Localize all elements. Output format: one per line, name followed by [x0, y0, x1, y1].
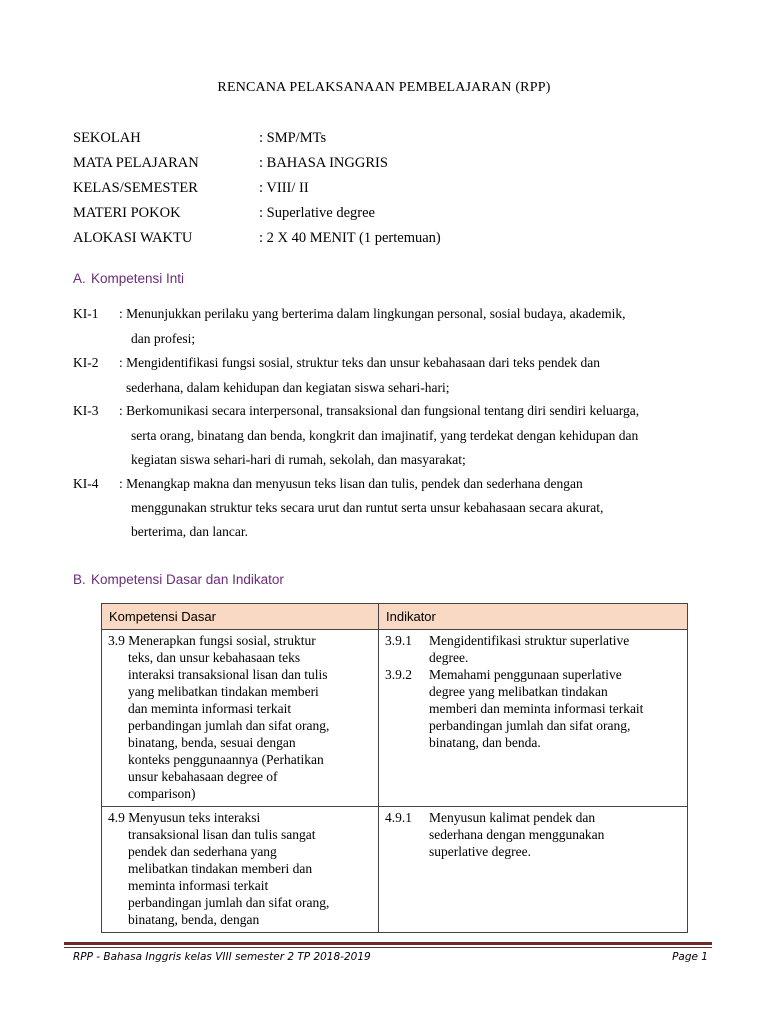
document-title: RENCANA PELAKSANAAN PEMBELAJARAN (RPP): [217, 80, 551, 95]
info-value: : 2 X 40 MENIT (1 pertemuan): [259, 230, 441, 246]
info-value: : Superlative degree: [259, 205, 375, 221]
ki-code: KI-1: [73, 306, 99, 321]
section-a-heading: [73, 271, 184, 286]
header-indikator: Indikator: [379, 604, 688, 630]
info-row-alokasi-waktu: [73, 230, 673, 250]
indicator-cell: [379, 630, 688, 807]
indicator-line: Mengidentifikasi struktur superlative: [429, 633, 630, 648]
info-row-kelas-semester: [73, 180, 673, 200]
indicator-line: memberi dan meminta informasi terkait: [429, 701, 644, 716]
kd-line: comparison): [128, 786, 196, 801]
table-row: [102, 630, 688, 807]
section-title: Kompetensi Inti: [91, 271, 185, 286]
footer-divider-thick: [64, 942, 712, 945]
section-number: A.: [73, 271, 86, 286]
kompetensi-table: [101, 603, 688, 933]
footer-document-info: RPP - Bahasa Inggris kelas VIII semester 2 TP 2018-2019: [73, 951, 371, 963]
kd-line: unsur kebahasaan degree of: [128, 769, 278, 784]
ki-text-continued: serta orang, binatang dan benda, kongkrit dan imajinatif, yang terdekat dengan kehidupan dan: [131, 428, 639, 443]
section-b-heading: [73, 572, 284, 587]
ki-code: KI-4: [73, 476, 99, 491]
indicator-line: degree yang melibatkan tindakan: [429, 684, 608, 699]
indicator-line: Menyusun kalimat pendek dan: [429, 810, 596, 825]
kd-line: konteks penggunaannya (Perhatikan: [128, 752, 324, 767]
section-title: Kompetensi Dasar dan Indikator: [91, 572, 284, 587]
info-label: KELAS/SEMESTER: [73, 180, 198, 196]
info-row-sekolah: [73, 130, 673, 150]
section-number: B.: [73, 572, 86, 587]
kd-line: transaksional lisan dan tulis sangat: [128, 827, 316, 842]
kd-line: perbandingan jumlah dan sifat orang,: [128, 718, 330, 733]
indicator-line: degree.: [429, 650, 469, 665]
kd-cell: [102, 807, 379, 933]
info-row-materi-pokok: [73, 205, 673, 225]
indicator-line: sederhana dengan menggunakan: [429, 827, 605, 842]
info-row-mata-pelajaran: [73, 155, 673, 175]
kd-line: 3.9 Menerapkan fungsi sosial, struktur: [108, 633, 316, 648]
ki-text: : Berkomunikasi secara interpersonal, transaksional dan fungsional tentang diri sendiri keluarga,: [119, 403, 640, 418]
indicator-number: 3.9.2: [385, 667, 412, 682]
info-label: MATA PELAJARAN: [73, 155, 199, 171]
indicator-item: [385, 809, 681, 860]
indicator-line: Memahami penggunaan superlative: [429, 667, 622, 682]
table-header-row: [102, 604, 688, 630]
ki-code: KI-3: [73, 403, 99, 418]
info-value: : VIII/ II: [259, 180, 309, 196]
kd-line: teks, dan unsur kebahasaan teks: [128, 650, 301, 665]
info-label: ALOKASI WAKTU: [73, 230, 193, 246]
footer-page-number: Page 1: [672, 951, 708, 963]
indicator-line: perbandingan jumlah dan sifat orang,: [429, 718, 631, 733]
kd-line: binatang, benda, sesuai dengan: [128, 735, 296, 750]
ki-text-continued: dan profesi;: [131, 331, 196, 346]
ki-text-continued: kegiatan siswa sehari-hari di rumah, sekolah, dan masyarakat;: [131, 452, 466, 467]
info-label: MATERI POKOK: [73, 205, 181, 221]
indicator-line: superlative degree.: [429, 844, 531, 859]
kd-line: meminta informasi terkait: [128, 878, 269, 893]
kd-line: pendek dan sederhana yang: [128, 844, 277, 859]
kd-line: 4.9 Menyusun teks interaksi: [108, 810, 261, 825]
kd-line: dan meminta informasi terkait: [128, 701, 292, 716]
kd-line: interaksi transaksional lisan dan tulis: [128, 667, 328, 682]
indicator-line: binatang, dan benda.: [429, 735, 541, 750]
info-value: : SMP/MTs: [259, 130, 327, 146]
kd-line: melibatkan tindakan memberi dan: [128, 861, 313, 876]
indicator-number: 3.9.1: [385, 633, 412, 648]
kd-line: yang melibatkan tindakan memberi: [128, 684, 319, 699]
ki-text: : Menangkap makna dan menyusun teks lisan dan tulis, pendek dan sederhana dengan: [119, 476, 583, 491]
ki-text-continued: berterima, dan lancar.: [131, 524, 248, 539]
ki-text: : Mengidentifikasi fungsi sosial, struktur teks dan unsur kebahasaan dari teks pendek dan: [119, 355, 601, 370]
ki-text-continued: sederhana, dalam kehidupan dan kegiatan siswa sehari-hari;: [126, 380, 450, 395]
info-label: SEKOLAH: [73, 130, 141, 146]
kd-cell: [102, 630, 379, 807]
info-value: : BAHASA INGGRIS: [259, 155, 388, 171]
indicator-item: [385, 666, 681, 751]
indicator-number: 4.9.1: [385, 810, 412, 825]
ki-text-continued: menggunakan struktur teks secara urut dan runtut serta unsur kebahasaan secara akurat,: [131, 500, 604, 515]
table-row: [102, 807, 688, 933]
indicator-cell: [379, 807, 688, 933]
ki-code: KI-2: [73, 355, 99, 370]
kd-line: binatang, benda, dengan: [128, 912, 260, 927]
kd-line: perbandingan jumlah dan sifat orang,: [128, 895, 330, 910]
footer-divider-thin: [64, 947, 712, 948]
ki-text: : Menunjukkan perilaku yang berterima dalam lingkungan personal, sosial budaya, akademik,: [119, 306, 626, 321]
indicator-item: [385, 632, 681, 666]
header-kompetensi-dasar: Kompetensi Dasar: [102, 604, 379, 630]
